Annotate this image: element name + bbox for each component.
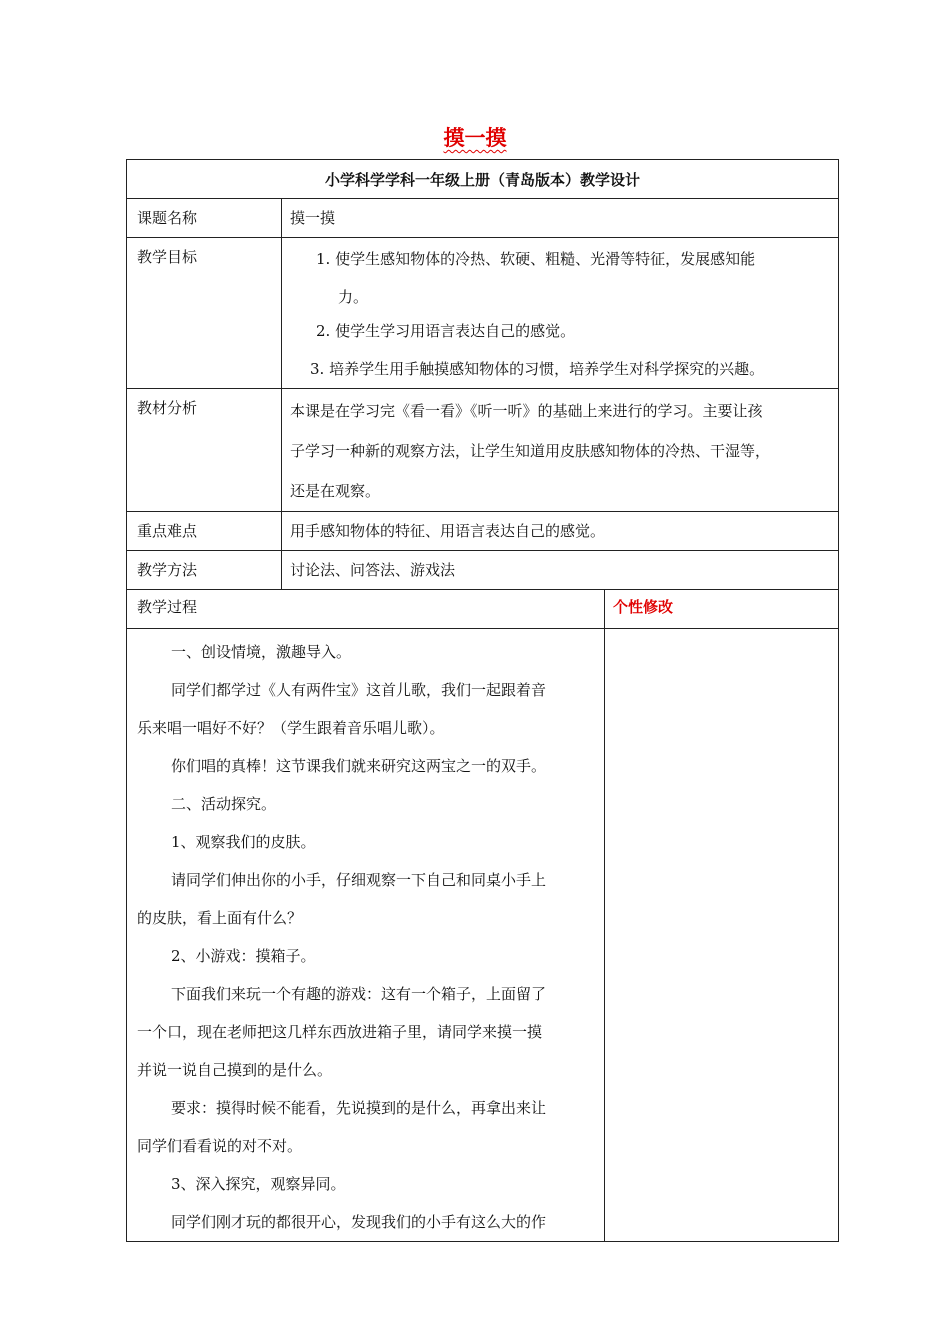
process-line: 同学们刚才玩的都很开心，发现我们的小手有这么大的作: [171, 1213, 547, 1231]
objective-item: 1. 使学生感知物体的冷热、软硬、粗糙、光滑等特征，发展感知能: [316, 250, 756, 268]
modify-column: [605, 629, 839, 1242]
process-line: 3、深入探究，观察异同。: [171, 1175, 346, 1193]
analysis-line: 子学习一种新的观察方法，让学生知道用皮肤感知物体的冷热、干湿等，: [290, 442, 771, 460]
objective-item: 力。: [338, 288, 369, 306]
process-line: 一、创设情境，激趣导入。: [171, 643, 352, 661]
methods-row: [127, 551, 839, 590]
table-header-row: [127, 160, 839, 199]
process-body-row: [127, 629, 839, 1242]
page-title: 摸一摸: [443, 126, 507, 150]
process-content: [127, 629, 605, 1242]
key-points-row: [127, 512, 839, 551]
objectives-row: [127, 238, 839, 389]
modify-label: 个性修改: [605, 590, 839, 629]
course-name-value: 摸一摸: [282, 199, 839, 238]
process-line: 1、观察我们的皮肤。: [171, 833, 316, 851]
analysis-label: 教材分析: [127, 389, 282, 512]
process-line: 同学们都学过《人有两件宝》这首儿歌，我们一起跟着音: [171, 681, 547, 699]
process-label: 教学过程: [127, 590, 605, 629]
process-line: 你们唱的真棒！这节课我们就来研究这两宝之一的双手。: [171, 757, 547, 775]
process-line: 要求：摸得时候不能看，先说摸到的是什么，再拿出来让: [171, 1099, 547, 1117]
key-points-value: 用手感知物体的特征、用语言表达自己的感觉。: [282, 512, 839, 551]
analysis-content: [282, 389, 839, 512]
objective-item: 3. 培养学生用手触摸感知物体的习惯，培养学生对科学探究的兴趣。: [310, 360, 765, 378]
process-line: 乐来唱一唱好不好？（学生跟着音乐唱儿歌）。: [137, 719, 445, 737]
table-header: 小学科学学科一年级上册（青岛版本）教学设计: [127, 160, 839, 199]
process-header-row: [127, 590, 839, 629]
process-line: 同学们看看说的对不对。: [137, 1137, 303, 1155]
process-line: 的皮肤，看上面有什么？: [137, 909, 303, 927]
course-name-row: [127, 199, 839, 238]
analysis-line: 还是在观察。: [290, 482, 381, 500]
process-line: 一个口，现在老师把这几样东西放进箱子里，请同学来摸一摸: [137, 1023, 543, 1041]
process-line: 并说一说自己摸到的是什么。: [137, 1061, 333, 1079]
course-name-label: 课题名称: [127, 199, 282, 238]
process-line: 2、小游戏：摸箱子。: [171, 947, 316, 965]
objectives-content: [282, 238, 839, 389]
objectives-label: 教学目标: [127, 238, 282, 389]
methods-label: 教学方法: [127, 551, 282, 590]
analysis-line: 本课是在学习完《看一看》《听一听》的基础上来进行的学习。主要让孩: [290, 402, 763, 420]
objective-item: 2. 使学生学习用语言表达自己的感觉。: [316, 322, 576, 340]
key-points-label: 重点难点: [127, 512, 282, 551]
process-line: 二、活动探究。: [171, 795, 277, 813]
lesson-plan-table: [126, 159, 839, 1242]
methods-value: 讨论法、问答法、游戏法: [282, 551, 839, 590]
analysis-row: [127, 389, 839, 512]
process-line: 请同学们伸出你的小手，仔细观察一下自己和同桌小手上: [171, 871, 547, 889]
process-line: 下面我们来玩一个有趣的游戏：这有一个箱子，上面留了: [171, 985, 547, 1003]
